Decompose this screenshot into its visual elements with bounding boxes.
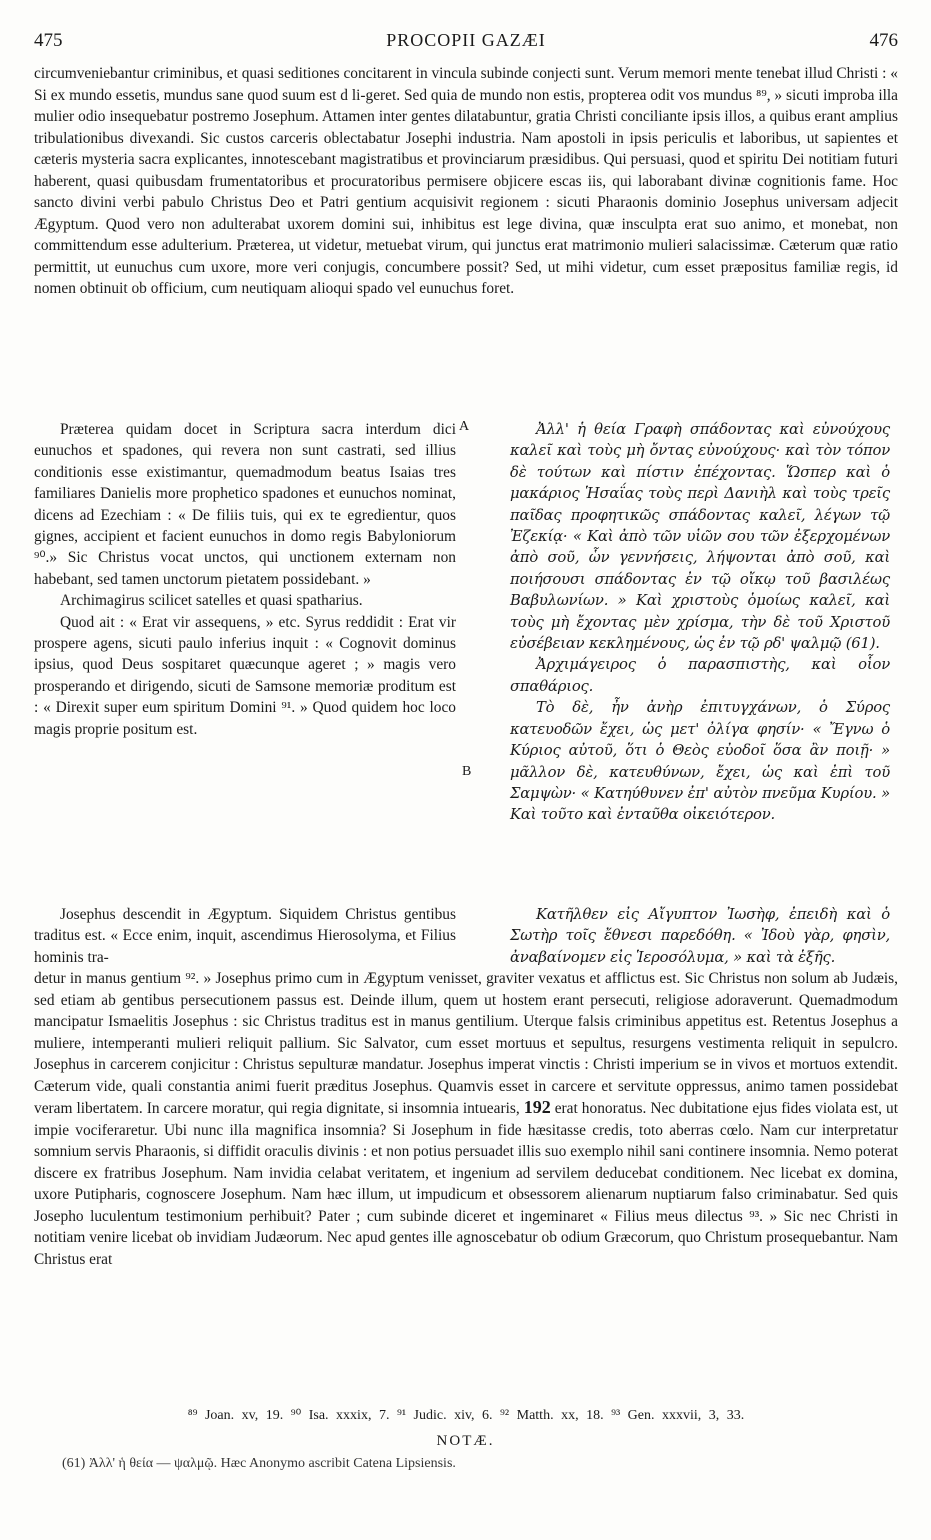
top-paragraph xyxy=(34,63,898,300)
greek-column-section1 xyxy=(510,419,890,826)
paragraph-text-part2: erat honoratus. Nec dubitatione ejus fides violata est, ut impie vociferaretur. Ubi nunc illa magnifica insomnia? Si Josephum in fide hæsitasse credis, toto aberras cœlo. Nam cur interpretatur somnium servis Pharaonis, si diffidit oraculis divinis : et non potius persuadet illis suo exemplo nihil sani continere insomnia. Nemo poterat discere ex fratribus Josephum. Nam invidia celabat veritatem, et ingenium ad servilem deducebat conditionem. Nec licebat ex domina, uxore Putipharis, cognoscere Josephum. Nam hæc illum, ut impudicum et obsessorem alienarum nuptiarum falso criminabatur. Sed quis Josepho luculentum testimonium perhibuit? Pater ; cum subinde diceret et ingeminaret « Filius meus dilectus ⁹³. » Sic nec Christi in notitiam venire licebat ob invidiam Judæorum. Nec apud gentes ille agnoscebatur ob odium Græcorum, quo Christum prosequebantur. Nam Christus erat xyxy=(34,1100,898,1268)
latin-column-section2 xyxy=(34,904,456,968)
paragraph-text xyxy=(34,968,898,1270)
greek-column-section2 xyxy=(510,904,890,968)
latin-paragraph: Archimagirus scilicet satelles et quasi spatharius. xyxy=(60,592,363,610)
paragraph-text: circumveniebantur criminibus, et quasi seditiones concitarent in vincula subinde conjecti sunt. Verum memori mente tenebat illud Christi : « Si ex mundo essetis, mundus sane quod suum est d li-geret. Sed quia de mundo non estis, propterea odit vos mundus ⁸⁹, » sicuti improba illa mulier odio insequebatur postremo Josephum. Attamen inter gentes dilatabuntur, gratia Christi conciliante ipsis illos, a quibus erant amplius tribulationibus divexandi. Sic custos carceris oblectabatur Josephi industria. Nam apostoli in ipsis periculis et laboribus, ut sapientes et cæteris mysteria sacra explicantes, innotescebant magistratibus et provinciarum præsidibus. Qui persuasi, quod et spiritu Dei notitiam futuri haberent, quasi quibusdam frumentatoribus et procuratoribus permisere objicere escas iis, qui laborabant divinæ cognitionis fame. Hoc sancto divini verbi pabulo Christus Deo et Patri gentium acquisivit regionem : sicuti Pharaonis dominio Josephus universam adjecit Ægyptum. Quod vero non adulterabat uxorem domini sui, inhibitus est lege divina, quæ insculpta erat suo animo, et monebat, non committendum esse adulterium. Præterea, ut videtur, metuebat virum, qui junctus erat matrimonio mulieri salacissimæ. Cæterum quæ ratio permittit, ut eunuchus cum uxore, more veri conjugis, concumbere possit? Sed, ut mihi videtur, cum esset præpositus familiæ regis, id nomen obtinuit ob officium, cum neutiquam alioqui spado vel eunuchus foret. xyxy=(34,65,898,297)
bottom-paragraph xyxy=(34,968,898,1270)
latin-paragraph: Josephus descendit in Ægyptum. Siquidem Christus gentibus traditus est. « Ecce enim, inquit, ascendimus Hierosolyma, et Filius hominis tra- xyxy=(34,906,456,966)
page-title: PROCOPII GAZÆI xyxy=(386,30,546,50)
greek-paragraph: Ἀρχιμάγειρος ὁ παρασπιστὴς, καὶ οἷον σπαθάριος. xyxy=(510,656,890,695)
page-number-right: 476 xyxy=(869,30,898,51)
latin-column-section1 xyxy=(34,419,456,740)
footnotes: ⁸⁹ Joan. xv, 19. ⁹⁰ Isa. xxxix, 7. ⁹¹ Judic. xiv, 6. ⁹² Matth. xx, 18. ⁹³ Gen. xxxvii, 3, 33. xyxy=(187,1408,745,1423)
page-number-left: 475 xyxy=(34,30,63,51)
column-number: 192 xyxy=(523,1097,551,1117)
notae-heading: NOTÆ. xyxy=(436,1433,495,1449)
latin-paragraph: Præterea quidam docet in Scriptura sacra interdum dici eunuchos et spadones, qui revera non sunt castrati, sed illius conditionis esse existimantur, quemadmodum beatus Isaias tres familiares Danielis more prophetico spadones et eunuchos nominat, dicens ad Ezechiam : « De filiis tuis, qui ex te egredientur, quos gignes, accipient et facient eunuchos in domo regis Babyloniorum ⁹⁰.» Sic Christus vocat unctos, qui unctionem externam non habebant, sed tamen unctorum pietatem possidebant. » xyxy=(34,421,456,588)
paragraph-text-part1: detur in manus gentium ⁹². » Josephus primo cum in Ægyptum venisset, graviter vexatus et afflictus est. Sic Christus non solum ab Judæis, sed etiam ab gentibus persecutionem passus est. Deinde illum, quem ut hostem erant persecuti, religiose adoraverunt. Quemadmodum mancipatur Ismaelitis Josephus : sic Christus traditus est in manus gentilium. Uterque falsis criminibus appetitus est. Retentus Josephus a muliere, intemperanti mulieri reliquit pallium. Sic Salvator, cum esset mortuus et sepultus, resurgens vestimenta reliquit in sepulcro. Josephus in carcerem conjicitur : Christus sepulturæ mandatur. Josephus imperat vinctis : Christi imperium se in vivos et mortuos extendit. Cæterum vide, quali constantia animi fuerit præditus Josephus. Quamvis esset in carcere et servitute oppressus, animo tamen possidebat veram libertatem. In carcere moratur, qui regia dignitate, si insomnia intuearis, xyxy=(34,970,898,1117)
greek-paragraph: Ἀλλ' ἡ θεία Γραφὴ σπάδοντας καὶ εὐνούχους καλεῖ καὶ τοὺς μὴ ὄντας εὐνούχους· καὶ τὸν τόπον δὲ τούτων καὶ πίστιν ἐπέχοντας. Ὥσπερ καὶ ὁ μακάριος Ἡσαΐας τοὺς περὶ Δανιὴλ καὶ τοὺς τρεῖς παῖδας προφητικῶς σπάδοντας καλεῖ, λέγων τῷ Ἐζεκίᾳ· « Καὶ ἀπὸ τῶν υἱῶν σου τῶν ἐξερχομένων ἀπὸ σοῦ, ὧν γεννήσεις, λήψονται ἀπὸ σοῦ, καὶ ποιήσουσι σπάδοντας ἐν τῷ οἴκῳ τοῦ βασιλέως Βαβυλωνίων. » Καὶ χριστοὺς ὁμοίως καλεῖ, καὶ τοὺς μὴ ἔχοντας μὲν χρίσμα, τὴν δὲ τοῦ Χριστοῦ εὐσέβειαν κεκλημένους, ὡς ἐν τῷ ρδ' ψαλμῷ (61). xyxy=(510,421,890,653)
column-marker-a: A xyxy=(459,419,470,434)
latin-paragraph: Quod ait : « Erat vir assequens, » etc. Syrus reddidit : Erat vir prospere agens, sicuti paulo inferius inquit : « Cognovit dominus ipsius, quod Deus sospitaret quæcunque ageret ; » magis vero prosperando et dirigendo, sicuti de Samsone memoriæ proditum est : « Direxit super eum spiritum Domini ⁹¹. » Quod quidem hoc loco magis proprie positum est. xyxy=(34,613,456,738)
notae-text: (61) Ἀλλ' ἡ θεία — ψαλμῷ. Hæc Anonymo ascribit Catena Lipsiensis. xyxy=(62,1456,456,1471)
running-head xyxy=(34,30,898,56)
greek-paragraph: Τὸ δὲ, ἦν ἀνὴρ ἐπιτυγχάνων, ὁ Σύρος κατευοδῶν ἔχει, ὡς μετ' ὀλίγα φησίν· « Ἔγνω ὁ Κύριος αὐτοῦ, ὅτι ὁ Θεὸς εὐοδοῖ ὅσα ἂν ποιῇ· » μᾶλλον δὲ, κατευθύνων, ἔχει, ὡς καὶ ἐπὶ τοῦ Σαμψὼν· « Κατηύθυνεν ἐπ' αὐτὸν πνεῦμα Κυρίου. » Καὶ τοῦτο καὶ ἐνταῦθα οἰκειότερον. xyxy=(510,699,890,824)
greek-paragraph: Κατῆλθεν εἰς Αἴγυπτον Ἰωσὴφ, ἐπειδὴ καὶ ὁ Σωτὴρ τοῖς ἔθνεσι παρεδόθη. « Ἰδοὺ γὰρ, φησὶν, ἀναβαίνομεν εἰς Ἱεροσόλυμα, » καὶ τὰ ἑξῆς. xyxy=(510,906,890,966)
column-marker-b: B xyxy=(462,764,472,779)
